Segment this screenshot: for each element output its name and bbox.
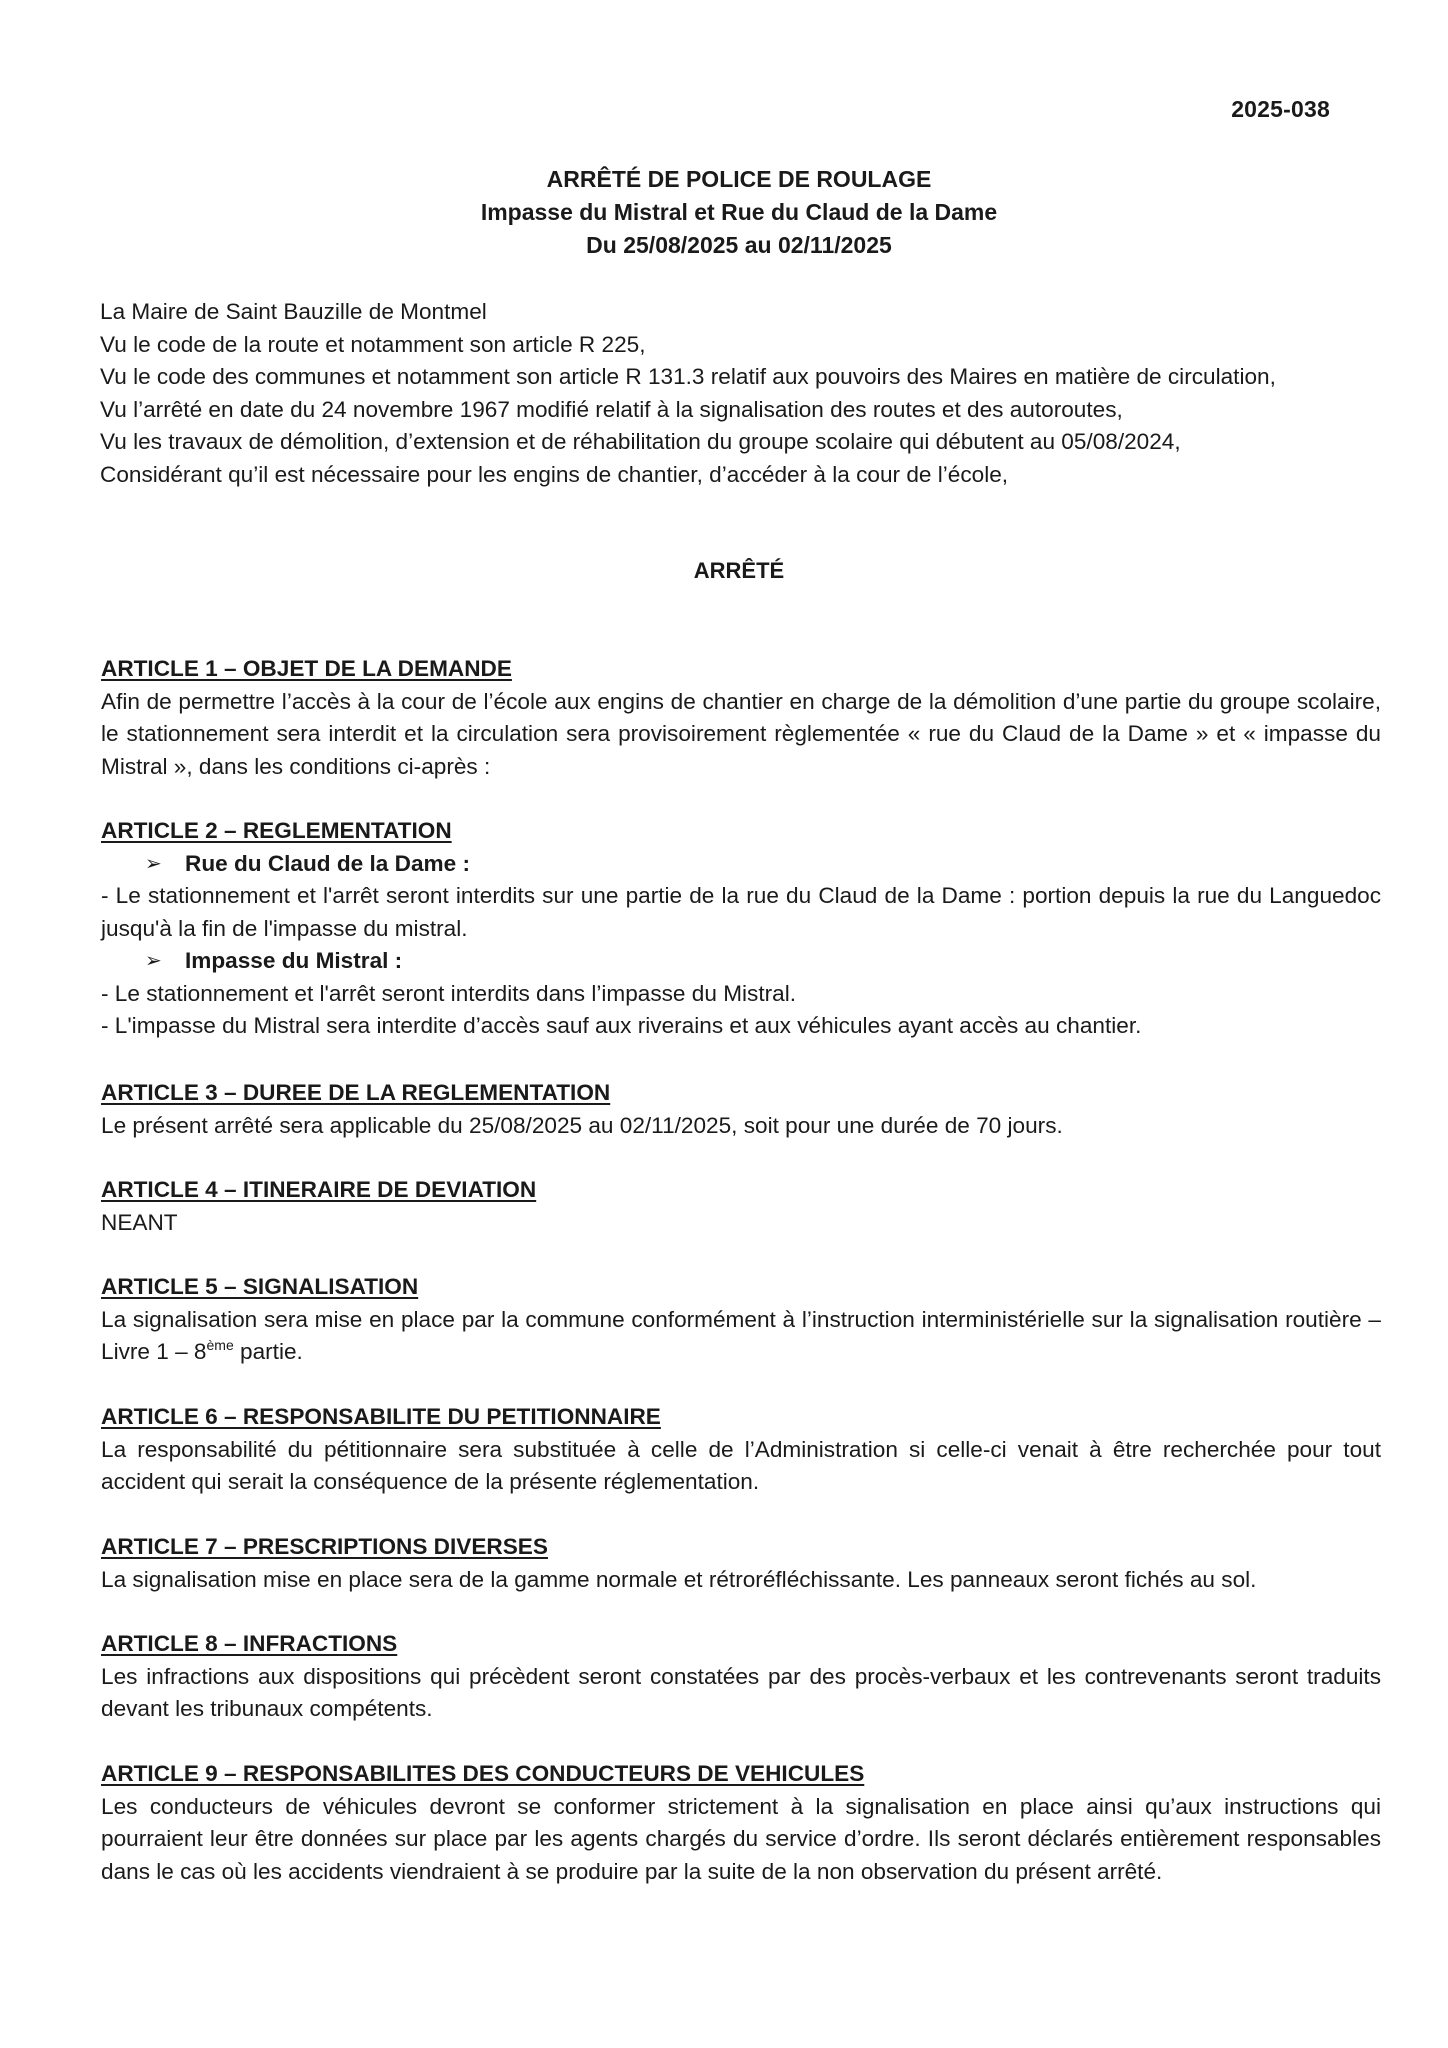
article-text [101,1304,1381,1369]
article-heading: ARTICLE 1 – OBJET DE LA DEMANDE [101,656,512,681]
arrow-bullet-icon: ➢ [145,852,162,875]
article-heading: ARTICLE 9 – RESPONSABILITES DES CONDUCTEURS DE VEHICULES [101,1761,865,1786]
article-heading: ARTICLE 3 – DUREE DE LA REGLEMENTATION [101,1080,611,1105]
subsection-text: - L'impasse du Mistral sera interdite d’accès sauf aux riverains et aux véhicules ayant accès au chantier. [101,1013,1142,1038]
article-5 [101,1271,1381,1369]
preamble-line: Vu le code des communes et notamment son article R 131.3 relatif aux pouvoirs des Maires en matière de circulation, [100,364,1276,389]
article-7 [101,1531,1381,1596]
article-heading: ARTICLE 8 – INFRACTIONS [101,1631,398,1656]
subsection-text: - Le stationnement et l'arrêt seront interdits dans l’impasse du Mistral. [101,980,796,1006]
decision-heading [0,558,1448,584]
article-9 [101,1758,1381,1888]
article-4 [101,1174,1381,1239]
article-8 [101,1628,1381,1726]
article-text: La signalisation mise en place sera de la gamme normale et rétroréfléchissante. Les panneaux seront fichés au sol. [101,1566,1257,1592]
preamble-line: Vu le code de la route et notamment son article R 225, [100,331,646,357]
subsection-rue-claud [101,848,1381,881]
article-text-main: La signalisation sera mise en place par la commune conformément à l’instruction interministérielle sur la signalisation routière – Livre 1 – 8 [101,1306,1381,1364]
preamble-line: Considérant qu’il est nécessaire pour les engins de chantier, d’accéder à la cour de l’école, [100,461,1009,487]
document-title [0,163,1448,262]
article-heading: ARTICLE 7 – PRESCRIPTIONS DIVERSES [101,1534,548,1559]
article-text: Afin de permettre l’accès à la cour de l’école aux engins de chantier en charge de la démolition d’une partie du groupe scolaire, le stationnement sera interdit et la circulation sera provisoirement règlementée « rue du Claud de la Dame » et « impasse du Mistral », dans les conditions ci-après : [101,688,1381,779]
title-line-1: ARRÊTÉ DE POLICE DE ROULAGE [546,166,932,192]
subsection-title: Impasse du Mistral : [185,948,403,973]
article-2 [101,815,1381,1043]
subsection-text: - Le stationnement et l'arrêt seront interdits sur une partie de la rue du Claud de la Dame : portion depuis la rue du Languedoc jusqu'à la fin de l'impasse du mistral. [101,883,1381,941]
article-text: Les infractions aux dispositions qui précèdent seront constatées par des procès-verbaux et les contrevenants seront traduits devant les tribunaux compétents. [101,1663,1381,1721]
preamble [100,296,1390,491]
preamble-line: Vu les travaux de démolition, d’extension et de réhabilitation du groupe scolaire qui débutent au 05/08/2024, [100,429,1181,454]
article-6 [101,1401,1381,1499]
article-text: NEANT [101,1209,178,1235]
article-heading: ARTICLE 2 – REGLEMENTATION [101,818,452,843]
title-line-3: Du 25/08/2025 au 02/11/2025 [586,232,892,258]
article-text: Les conducteurs de véhicules devront se conformer strictement à la signalisation en place ainsi qu’aux instructions qui pourraient leur être données sur place par les agents chargés du service d’ordre. Ils seront déclarés entièrement responsables dans le cas où les accidents viendraient à se produire par la suite de la non observation du présent arrêté. [101,1793,1381,1884]
article-text-end: partie. [233,1339,303,1364]
article-heading: ARTICLE 4 – ITINERAIRE DE DEVIATION [101,1177,537,1202]
article-text: La responsabilité du pétitionnaire sera substituée à celle de l’Administration si celle-ci venait à être recherchée pour tout accident qui serait la conséquence de la présente réglementation. [101,1436,1381,1494]
subsection-title: Rue du Claud de la Dame : [185,850,470,876]
ordinal-superscript: ème [206,1337,234,1353]
arrow-bullet-icon: ➢ [145,950,162,972]
decision-heading-text: ARRÊTÉ [693,558,785,583]
preamble-line: La Maire de Saint Bauzille de Montmel [100,299,487,324]
article-heading: ARTICLE 5 – SIGNALISATION [101,1274,419,1299]
preamble-line: Vu l’arrêté en date du 24 novembre 1967 modifié relatif à la signalisation des routes et des autoroutes, [100,396,1123,422]
article-text: Le présent arrêté sera applicable du 25/08/2025 au 02/11/2025, soit pour une durée de 70 jours. [101,1112,1063,1138]
reference-number: 2025-038 [1231,96,1330,122]
article-heading: ARTICLE 6 – RESPONSABILITE DU PETITIONNAIRE [101,1404,661,1429]
subsection-impasse-mistral [101,945,1381,978]
title-line-2: Impasse du Mistral et Rue du Claud de la Dame [480,199,998,225]
article-3 [101,1077,1381,1142]
article-1 [101,653,1381,783]
